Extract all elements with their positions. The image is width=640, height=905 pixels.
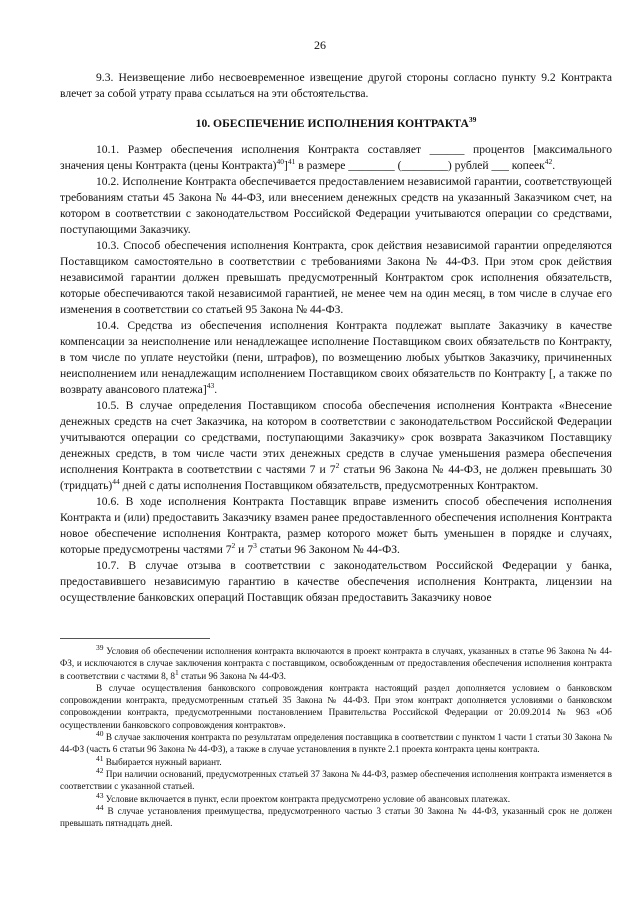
paragraph-10-6-text: и 7: [235, 543, 254, 556]
footnote-43: [60, 790, 612, 805]
footnote-44: [60, 802, 612, 830]
superscript: 2: [335, 461, 340, 471]
footnote-text: В случае установления преимущества, предусмотренного частью 3 статьи 30 Закона № 44-ФЗ, указанный срок не должен превышать пятнадцать дней.: [60, 805, 612, 829]
footnote-ref-42[interactable]: 42: [544, 157, 553, 167]
paragraph-9-3: 9.3. Неизвещение либо несвоевременное извещение другой стороны согласно пункту 9.2 Контракта влечет за собой утрату права ссылаться на эти обстоятельства.: [60, 71, 612, 100]
footnote-number: 42: [96, 765, 104, 775]
footnote-ref-41[interactable]: 41: [287, 157, 296, 167]
footnote-ref-43[interactable]: 43: [206, 381, 215, 391]
footnote-text: Условия об обеспечении исполнения контракта включаются в проект контракта в случаях, указанных в статье 96 Закона № 44-ФЗ, и исключаются в случае заключения контракта с поставщиком, освобожденным от предоставления обеспечения исполнения контракта в соответствии с частями 8, 8: [60, 646, 612, 681]
document-body: [60, 70, 612, 606]
footnote-number: 40: [96, 729, 104, 739]
paragraph-10-2: 10.2. Исполнение Контракта обеспечивается предоставлением независимой гарантии, соответствующей требованиям статьи 45 Закона № 44-ФЗ, или внесением денежных средств на указанный Заказчиком счет, на котором в соответствии с законодательством Российской Федерации учитываются операции со средствами, поступающими Заказчику.: [60, 175, 612, 236]
paragraph-10-7: 10.7. В случае отзыва в соответствии с законодательством Российской Федерации у банка, предоставившего независимую гарантию в качестве обеспечения исполнения Контракта, лицензии на осуществление банковских операций Поставщик обязан предоставить Заказчику новое: [60, 559, 612, 604]
superscript: 1: [174, 667, 179, 677]
paragraph-10-6-text: статьи 96 Законом № 44-ФЗ.: [256, 543, 400, 556]
footnote-ref-44[interactable]: 44: [112, 477, 120, 487]
footnote-number: 41: [96, 753, 104, 763]
paragraph-10-3: 10.3. Способ обеспечения исполнения Контракта, срок действия независимой гарантии определяются Поставщиком самостоятельно в соответствии с требованиями Закона № 44-ФЗ. При этом срок действия независимой гарантии должен превышать предусмотренный Контрактом срок исполнения обязательств, которые обеспечиваются такой независимой гарантией, не менее чем на один месяц, в том числе в случае его изменения в соответствии со статьей 95 Закона № 44-ФЗ.: [60, 239, 612, 316]
superscript: 2: [231, 541, 236, 551]
paragraph-10-5-text: статьи 96 Закона № 44-ФЗ, не должен превышать 30 (тридцать): [60, 463, 613, 492]
footnote-text: статьи 96 Закона № 44-ФЗ.: [178, 670, 286, 681]
paragraph-10-1-text: ]: [283, 159, 288, 172]
page-number: 26: [314, 38, 326, 52]
footnote-text: При наличии оснований, предусмотренных статьей 37 Закона № 44-ФЗ, размер обеспечения исполнения контракта изменяется в соответствии с указанной статьей.: [60, 768, 612, 792]
footnote-text: Выбирается нужный вариант.: [103, 756, 222, 767]
paragraph-10-4-text: .: [214, 383, 218, 396]
paragraph-10-6-text: 10.6. В ходе исполнения Контракта Поставщик вправе изменить способ обеспечения исполнения Контракта и (или) предоставить Заказчику взамен ранее предоставленного обеспечения исполнения Контракта новое обеспечение исполнения Контракта, размер которого может быть уменьшен в порядке и случаях, которые предусмотрены частями 7: [60, 495, 612, 556]
paragraph-10-5-text: 10.5. В случае определения Поставщиком способа обеспечения исполнения Контракта «Внесение денежных средств на счет Заказчика, на котором в соответствии с законодательством Российской Федерации учитываются операции со средствами, поступающими Заказчику» срок возврата Заказчиком Поставщику денежных средств, в том числе части этих денежных средств в случае уменьшения размера обеспечения исполнения Контракта в соответствии с частями 7 и 7: [60, 399, 612, 476]
superscript: 3: [253, 541, 257, 551]
paragraph-10-4: [60, 318, 612, 398]
footnote-text: В случае заключения контракта по результатам определения поставщика в соответствии с пунктом 1 части 1 статьи 30 Закона № 44-ФЗ (часть 6 статьи 96 Закона № 44-ФЗ), а также в случае установления в пункте 2.1 проекта контракта цены контракта.: [60, 732, 612, 755]
footnote-39: [60, 642, 612, 682]
paragraph-10-1-text: .: [552, 159, 556, 172]
paragraph-10-5-text: дней с даты исполнения Поставщиком обязательств, предусмотренных Контрактом.: [119, 479, 539, 492]
footnote-ref-40[interactable]: 40: [276, 157, 284, 167]
paragraph-10-1: [60, 142, 612, 174]
section-title-text: 10. ОБЕСПЕЧЕНИЕ ИСПОЛНЕНИЯ КОНТРАКТА: [195, 117, 469, 130]
footnote-42: [60, 765, 612, 793]
footnote-divider: [60, 638, 210, 639]
paragraph-10-5: [60, 398, 612, 494]
footnote-39-continuation: В случае осуществления банковского сопровождения контракта настоящий раздел дополняется условием о банковском сопровождении контракта, предусмотренным статьей 35 Закона № 44-ФЗ. При этом контракт дополняется условиями о банковском сопровождении контракта, предусмотренными постановлением Правительства Российской Федерации от 20.09.2014 № 963 «Об осуществлении банковского сопровождения контрактов».: [60, 682, 612, 730]
footnote-number: 44: [96, 802, 104, 812]
paragraph-10-4-text: 10.4. Средства из обеспечения исполнения Контракта подлежат выплате Заказчику в качестве компенсации за неисполнение или ненадлежащее исполнение Поставщиком своих обязательств по Контракту, в том числе по уплате неустойки (пени, штрафов), по возмещению любых убытков Заказчику, причиненных неисполнением или ненадлежащим исполнением Поставщиком своих обязательств по Контракту [, а также по возврату авансового платежа]: [60, 319, 612, 396]
paragraph-10-1-text: в размере ________ (________) рублей ___ копеек: [295, 159, 545, 172]
footnote-ref-39[interactable]: 39: [468, 115, 477, 125]
footnote-number: 43: [96, 790, 104, 800]
footnote-text: Условие включается в пункт, если проектом контракта предусмотрено условие об авансовых платежах.: [103, 793, 511, 804]
section-title: [60, 116, 612, 132]
footnote-41: [60, 753, 612, 768]
footnote-40: [60, 731, 612, 756]
footnote-number: 39: [96, 642, 104, 652]
paragraph-10-1-text: 10.1. Размер обеспечения исполнения Контракта составляет ______ процентов [максимального значения цены Контракта (цены Контракта): [60, 143, 612, 172]
paragraph-10-6: [60, 494, 612, 558]
footnotes: [60, 642, 612, 829]
